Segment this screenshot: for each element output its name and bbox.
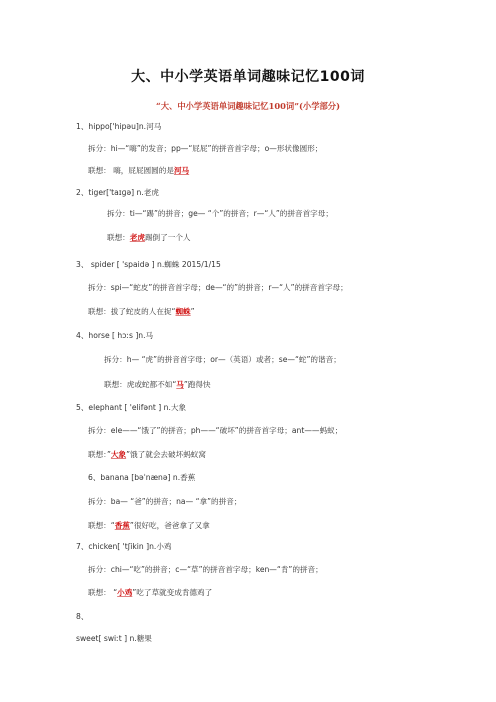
memo-text-tail: ” <box>190 307 195 316</box>
memo-text: 联想：” <box>88 450 111 459</box>
entry-3-memo <box>88 307 195 317</box>
memo-text-tail: ”饿了就会去破坏蚂蚁窝 <box>126 450 206 459</box>
entry-2-memo <box>107 233 191 243</box>
entry-8-number: 8、 <box>76 612 89 621</box>
entry-5-split: 拆分：ele——“饿了”的拼音；ph——“破坏”的拼音首字母；ant——蚂蚁； <box>88 426 343 435</box>
memo-text-tail: ”跑得快 <box>183 380 211 389</box>
memo-keyword: 香蕉 <box>114 521 130 530</box>
memo-keyword: 马 <box>176 380 184 389</box>
entry-4-split: 拆分：h— “虎”的拼音首字母；or—（英语）或者；se—“蛇”的谐音； <box>104 355 341 364</box>
entry-2-headword: 2、tiger['taɪɡə] n.老虎 <box>76 188 159 197</box>
entry-6-split: 拆分：ba— “爸”的拼音；na— “拿”的拼音； <box>88 497 242 506</box>
memo-keyword: 蜘蛛 <box>175 307 191 316</box>
memo-text: 联想： <box>107 233 130 242</box>
entry-2-split: 拆分：ti—“踢”的拼音；ge— “个”的拼音；r—“人”的拼音首字母； <box>107 209 333 218</box>
entry-3-split: 拆分：spi—“蛇皮”的拼音首字母；de—“的”的拼音；r—“人”的拼音首字母； <box>88 283 348 292</box>
entry-7-memo <box>88 588 212 598</box>
memo-text-tail: ”很好吃，爸爸拿了又拿 <box>129 521 210 530</box>
entry-4-headword: 4、horse [ hɔːs ]n.马 <box>76 331 154 340</box>
entry-6-headword: 6、banana [bəˈnænə] n.香蕉 <box>88 473 196 482</box>
entry-1-headword: 1、hippo['hipəu]n.河马 <box>76 122 162 131</box>
memo-keyword: 老虎 <box>129 233 145 242</box>
entry-7-split: 拆分：chi—“吃”的拼音；c—“草”的拼音首字母；ken—“肯”的拼音； <box>88 565 323 574</box>
memo-text-tail: 踢倒了一个人 <box>144 233 191 242</box>
entry-1-split: 拆分：hi—“嗨”的发音；pp—“屁屁”的拼音首字母；o—形状像圆形； <box>88 144 323 153</box>
memo-text: 联想：“ <box>88 521 115 530</box>
memo-keyword: 河马 <box>173 166 190 175</box>
entry-4-memo <box>104 380 211 390</box>
memo-text-tail: ”吃了草就变成肯德鸡了 <box>132 588 213 597</box>
memo-keyword: 小鸡 <box>117 588 133 597</box>
document-title: 大、中小学英语单词趣味记忆100词 <box>131 69 365 85</box>
memo-text: 联想：拔了蛇皮的人在捉“ <box>88 307 176 316</box>
entry-7-headword: 7、chicken[ 'tʃikin ]n.小鸡 <box>76 542 172 551</box>
entry-1-memo <box>88 166 189 176</box>
memo-text: 联想： “ <box>88 588 118 597</box>
entry-5-memo <box>88 450 206 460</box>
entry-6-memo <box>88 521 210 531</box>
memo-text: 联想：虎或蛇都不如“ <box>104 380 177 389</box>
section-subtitle: “大、中小学英语单词趣味记忆100词”(小学部分) <box>155 101 341 111</box>
entry-3-headword: 3、 spider [ 'spaidə ] n.蜘蛛 2015/1/15 <box>76 260 221 269</box>
memo-keyword: 大象 <box>110 450 127 459</box>
entry-5-headword: 5、elephant [ 'elifənt ] n.大象 <box>76 403 187 412</box>
entry-8-headword: sweet[ swiːt ] n.糖果 <box>76 634 152 643</box>
memo-text: 联想： 嗨，屁屁圆圆的是 <box>88 166 174 175</box>
